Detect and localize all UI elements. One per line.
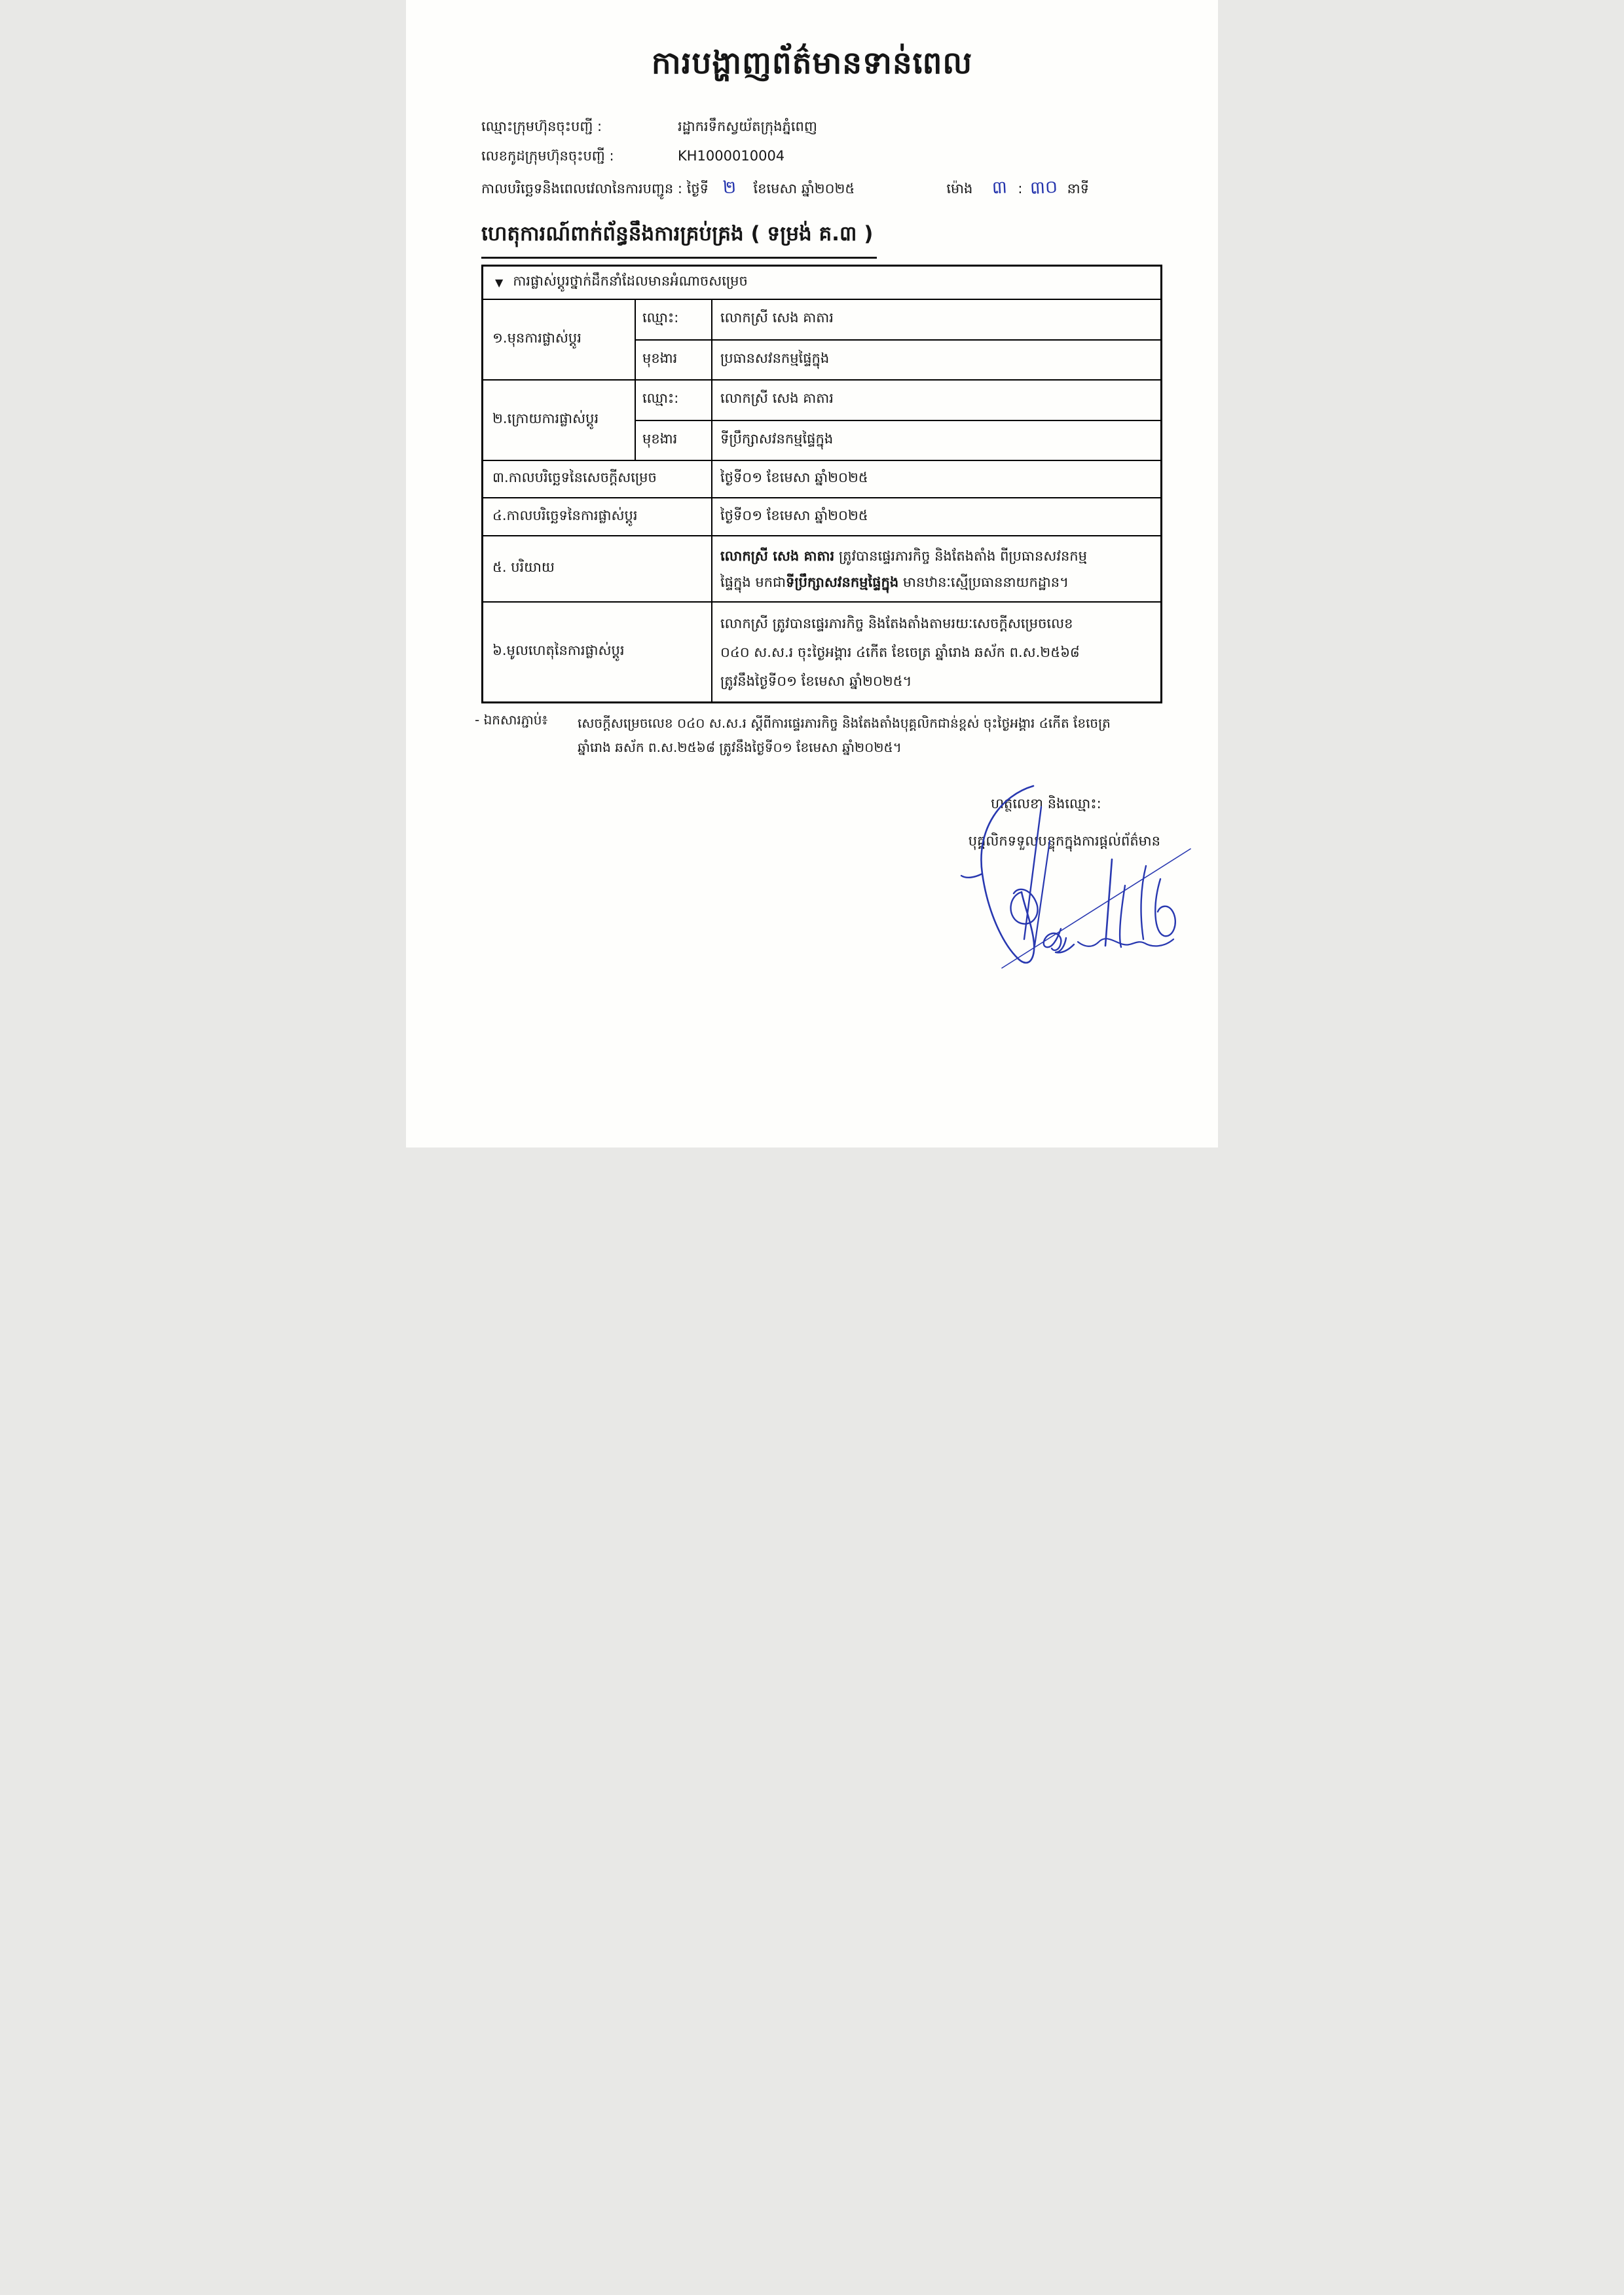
row2-name-label: ឈ្មោះ:	[636, 381, 712, 420]
row6-line2: ០៤០ ស.ស.រ ចុះថ្ងៃអង្គារ ៤កើត ខែចេត្រ ឆ្នាំរោង ឆស័ក ព.ស.២៥៦៨	[720, 644, 1080, 660]
attachment-note	[475, 711, 1111, 760]
row5-value	[712, 536, 1160, 601]
table-row-change-date	[483, 497, 1160, 535]
triangle-down-icon: ▼	[495, 276, 504, 289]
row2-name-value: លោកស្រី សេង គាតារ	[720, 390, 834, 407]
row2-label: ២.ក្រោយការផ្លាស់ប្តូរ	[483, 381, 636, 460]
attachment-line1: សេចក្តីសម្រេចលេខ ០៤០ ស.ស.រ ស្តីពីការផ្ទេរភារកិច្ច និងតែងតាំងបុគ្គលិកជាន់ខ្ពស់ ចុះថ្ងៃអង្គារ ៤កើត ខែចេត្រ	[578, 715, 1111, 731]
management-change-table	[481, 265, 1162, 703]
signature-block	[969, 795, 1160, 853]
company-info-block	[481, 118, 1156, 206]
company-code-value: KH1000010004	[678, 148, 785, 164]
row6-line3: ត្រូវនឹងថ្ងៃទី០១ ខែមេសា ឆ្នាំ២០២៥។	[720, 673, 912, 689]
row1-position-value: ប្រធានសវនកម្មផ្ទៃក្នុង	[720, 350, 830, 366]
row2-position-label: មុខងារ	[636, 421, 712, 460]
row1-subrows	[636, 300, 1160, 379]
row5-bold-name: លោកស្រី សេង គាតារ	[720, 548, 835, 564]
minute-label: នាទី	[1067, 181, 1089, 196]
row1-name-subrow	[636, 300, 1160, 339]
row2-subrows	[636, 381, 1160, 460]
attachment-line2: ឆ្នាំរោង ឆស័ក ព.ស.២៥៦៨ ត្រូវនឹងថ្ងៃទី០១ ខែមេសា ឆ្នាំ២០២៥។	[578, 739, 902, 755]
row4-value: ថ្ងៃទី០១ ខែមេសា ឆ្នាំ២០២៥	[720, 507, 868, 523]
submission-datetime-line	[481, 177, 1156, 206]
hour-label: ម៉ោង	[946, 181, 973, 196]
time-separator: :	[1018, 181, 1023, 196]
company-code-line	[481, 147, 1156, 177]
handwritten-hour: ៣	[991, 177, 1008, 198]
row3-value: ថ្ងៃទី០១ ខែមេសា ឆ្នាំ២០២៥	[720, 470, 868, 485]
attachment-text	[578, 711, 1111, 760]
signature-caption-line2: បុគ្គលិកទទួលបន្ទុកក្នុងការផ្តល់ព័ត៌មាន	[968, 833, 1160, 849]
row6-value	[712, 603, 1160, 701]
row1-name-label: ឈ្មោះ:	[636, 300, 712, 339]
row5-text-after-name: ត្រូវបានផ្ទេរភារកិច្ច និងតែងតាំង ពីប្រធានសវនកម្ម	[834, 548, 1087, 564]
company-code-label: លេខកូដក្រុមហ៊ុនចុះបញ្ជី :	[481, 148, 614, 164]
table-row-reason	[483, 601, 1160, 701]
row5-line2	[720, 569, 1150, 595]
row5-label: ៥. បរិយាយ	[483, 536, 712, 601]
company-name-value: រដ្ឋាករទឹកស្វយ័តក្រុងភ្នំពេញ	[678, 119, 817, 134]
company-name-line	[481, 118, 1156, 147]
table-row-before-change	[483, 299, 1160, 379]
handwritten-day: ២	[722, 177, 737, 198]
signature-caption-line1: ហត្ថលេខា និងឈ្មោះ:	[991, 796, 1101, 812]
table-row-decision-date	[483, 460, 1160, 497]
row5-line2-suffix: មានឋានៈស្មើប្រធាននាយកដ្ឋាន។	[898, 574, 1069, 590]
submission-datetime-label: កាលបរិច្ឆេទនិងពេលវេលានៃការបញ្ជូន : ថ្ងៃទី	[481, 181, 709, 196]
table-header-row	[483, 267, 1160, 299]
row5-line2-prefix: ផ្ទៃក្នុង មកជា	[720, 574, 786, 590]
attachment-label: - ឯកសារភ្ជាប់៖	[475, 712, 548, 728]
document-title: ការបង្ហាញព័ត៌មានទាន់ពេល	[651, 45, 973, 81]
section-heading: ហេតុការណ៍ពាក់ព័ន្ធនឹងការគ្រប់គ្រង ( ទម្រង់ គ.៣ )	[481, 221, 877, 259]
row4-label: ៤.កាលបរិច្ឆេទនៃការផ្លាស់ប្តូរ	[483, 498, 712, 535]
row2-name-subrow	[636, 381, 1160, 420]
table-header-title: ការផ្លាស់ប្តូរថ្នាក់ដឹកនាំដែលមានអំណាចសម្រេច	[513, 273, 748, 289]
row1-name-value: លោកស្រី សេង គាតារ	[720, 310, 834, 326]
row5-line1	[720, 543, 1150, 569]
row5-line2-bold: ទីប្រឹក្សាសវនកម្មផ្ទៃក្នុង	[786, 574, 899, 590]
row1-position-label: មុខងារ	[636, 341, 712, 380]
row6-line1: លោកស្រី ត្រូវបានផ្ទេរភារកិច្ច និងតែងតាំងតាមរយៈសេចក្តីសម្រេចលេខ	[720, 615, 1073, 631]
handwritten-minute: ៣០	[1029, 176, 1059, 199]
row3-label: ៣.កាលបរិច្ឆេទនៃសេចក្តីសម្រេច	[483, 461, 712, 497]
submission-month-year: ខែមេសា ឆ្នាំ២០២៥	[753, 181, 855, 196]
row1-position-subrow	[636, 339, 1160, 380]
row6-label: ៦.មូលហេតុនៃការផ្លាស់ប្តូរ	[483, 603, 712, 701]
row1-label: ១.មុនការផ្លាស់ប្តូរ	[483, 300, 636, 379]
row2-position-value: ទីប្រឹក្សាសវនកម្មផ្ទៃក្នុង	[720, 430, 834, 447]
table-row-description	[483, 535, 1160, 601]
company-name-label: ឈ្មោះក្រុមហ៊ុនចុះបញ្ជី :	[481, 119, 602, 134]
scanned-document-page	[406, 0, 1218, 1148]
table-row-after-change	[483, 379, 1160, 460]
row2-position-subrow	[636, 420, 1160, 460]
